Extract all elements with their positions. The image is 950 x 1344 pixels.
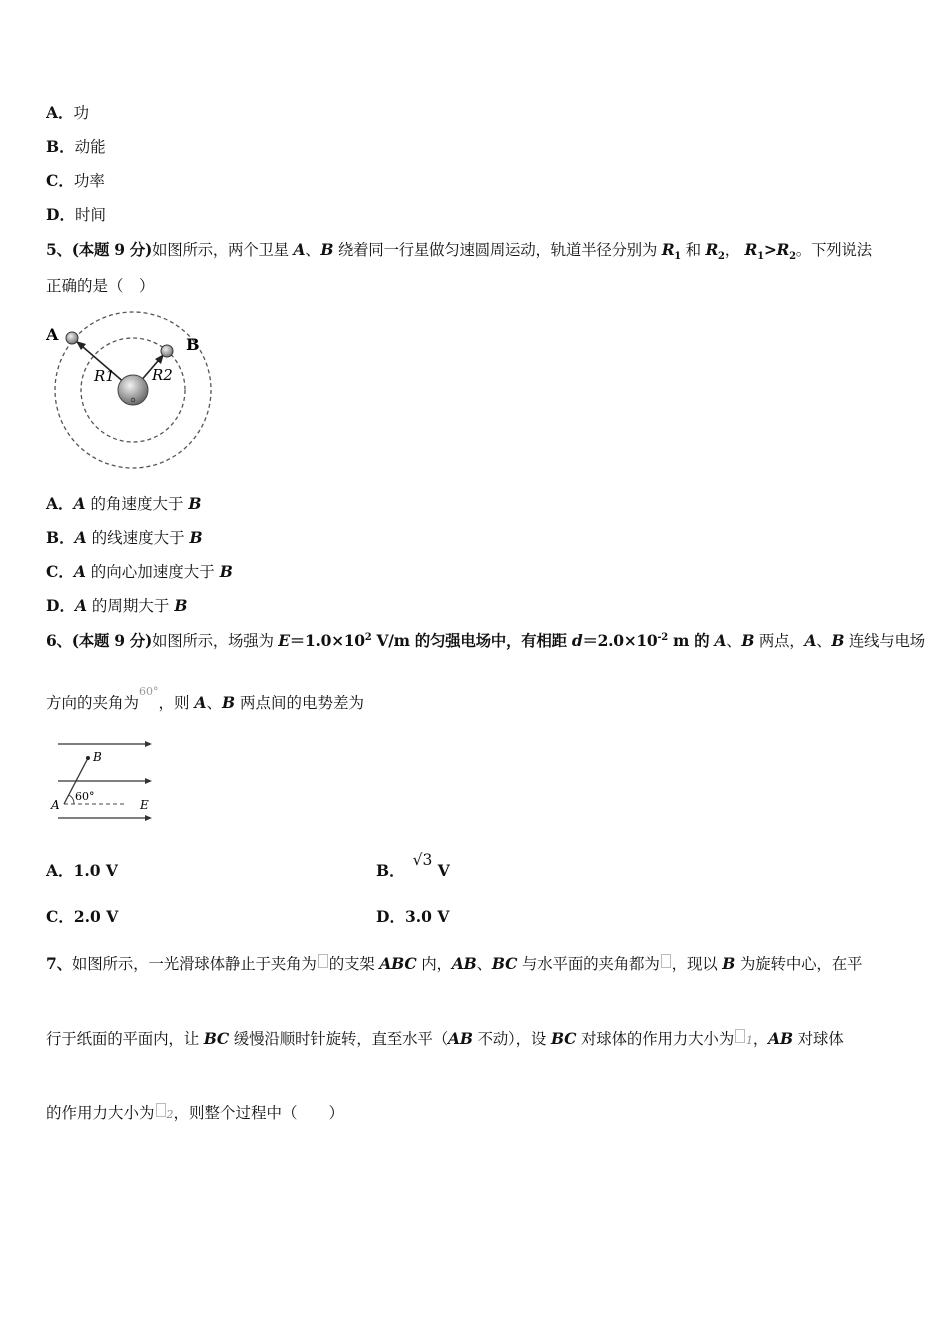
theta-placeholder: [318, 954, 328, 968]
label-r1: R1: [94, 367, 115, 385]
q6-stem-line2: 方向的夹角为$^{60^\circ}$，则 A、B 两点间的电势差为: [46, 685, 365, 712]
q6-option-d: D．3.0 V: [376, 907, 450, 926]
q5-orbit-figure: [40, 318, 230, 478]
label-e: E: [140, 798, 149, 812]
q7-stem-line2: 行于纸面的平面内，让 BC 缓慢沿顺时针旋转，直至水平（AB 不动），设 BC 对球体的作用力大小为 1，AB 对球体: [46, 1029, 844, 1048]
q5-option-a: A．A 的角速度大于 B: [46, 494, 202, 513]
f-placeholder: [735, 1029, 745, 1043]
planet: [118, 375, 148, 405]
q5-option-c: C．A 的向心加速度大于 B: [46, 562, 233, 581]
satellite-a: [66, 332, 78, 344]
theta-placeholder-2: [661, 954, 671, 968]
q4-option-b: B．动能: [46, 137, 106, 156]
q5-stem-line2: 正确的是（ ）: [46, 277, 155, 295]
q5-option-d: D．A 的周期大于 B: [46, 596, 188, 615]
label-a: A: [51, 798, 60, 812]
label-r2: R2: [152, 366, 173, 384]
q6-option-c: C．2.0 V: [46, 907, 119, 926]
label-a: A: [46, 325, 59, 344]
q4-option-a: A．功: [46, 103, 90, 122]
q5-option-b: B．A 的线速度大于 B: [46, 528, 203, 547]
satellite-b: [161, 345, 173, 357]
q5-stem: 5、(本题 9 分)如图所示，两个卫星 A、B 绕着同一行星做匀速圆周运动，轨道半径分别为 $R_1$ 和 $R_2$， $R_1>R_2$。下列说法: [46, 240, 872, 263]
q7-stem-line3: 的作用力大小为 2，则整个过程中（ ）: [46, 1104, 345, 1122]
label-b: B: [93, 750, 102, 764]
q4-option-c: C．功率: [46, 171, 105, 190]
q4-option-d: D．时间: [46, 205, 106, 224]
q7-stem: 7、如图所示，一光滑球体静止于夹角为 的支架 ABC 内，AB、BC 与水平面的夹角都为 ，现以 B 为旋转中心，在平: [46, 954, 863, 973]
q6-option-b: B．√3 V: [376, 851, 450, 880]
q6-field-figure: [46, 734, 166, 824]
f-placeholder-2: [156, 1103, 166, 1117]
q6-stem: 6、(本题 9 分)如图所示，场强为 $E=1.0\times 10^2$ V/m 的匀强电场中，有相距 $d=2.0\times 10^{-2}$ m 的 A、B 两点，A、B 连线与电场: [46, 631, 925, 650]
q6-option-a: A．1.0 V: [46, 861, 118, 880]
label-b: B: [186, 335, 200, 354]
angle-60-image: 60°: [139, 685, 159, 698]
label-angle: 60°: [75, 790, 95, 803]
